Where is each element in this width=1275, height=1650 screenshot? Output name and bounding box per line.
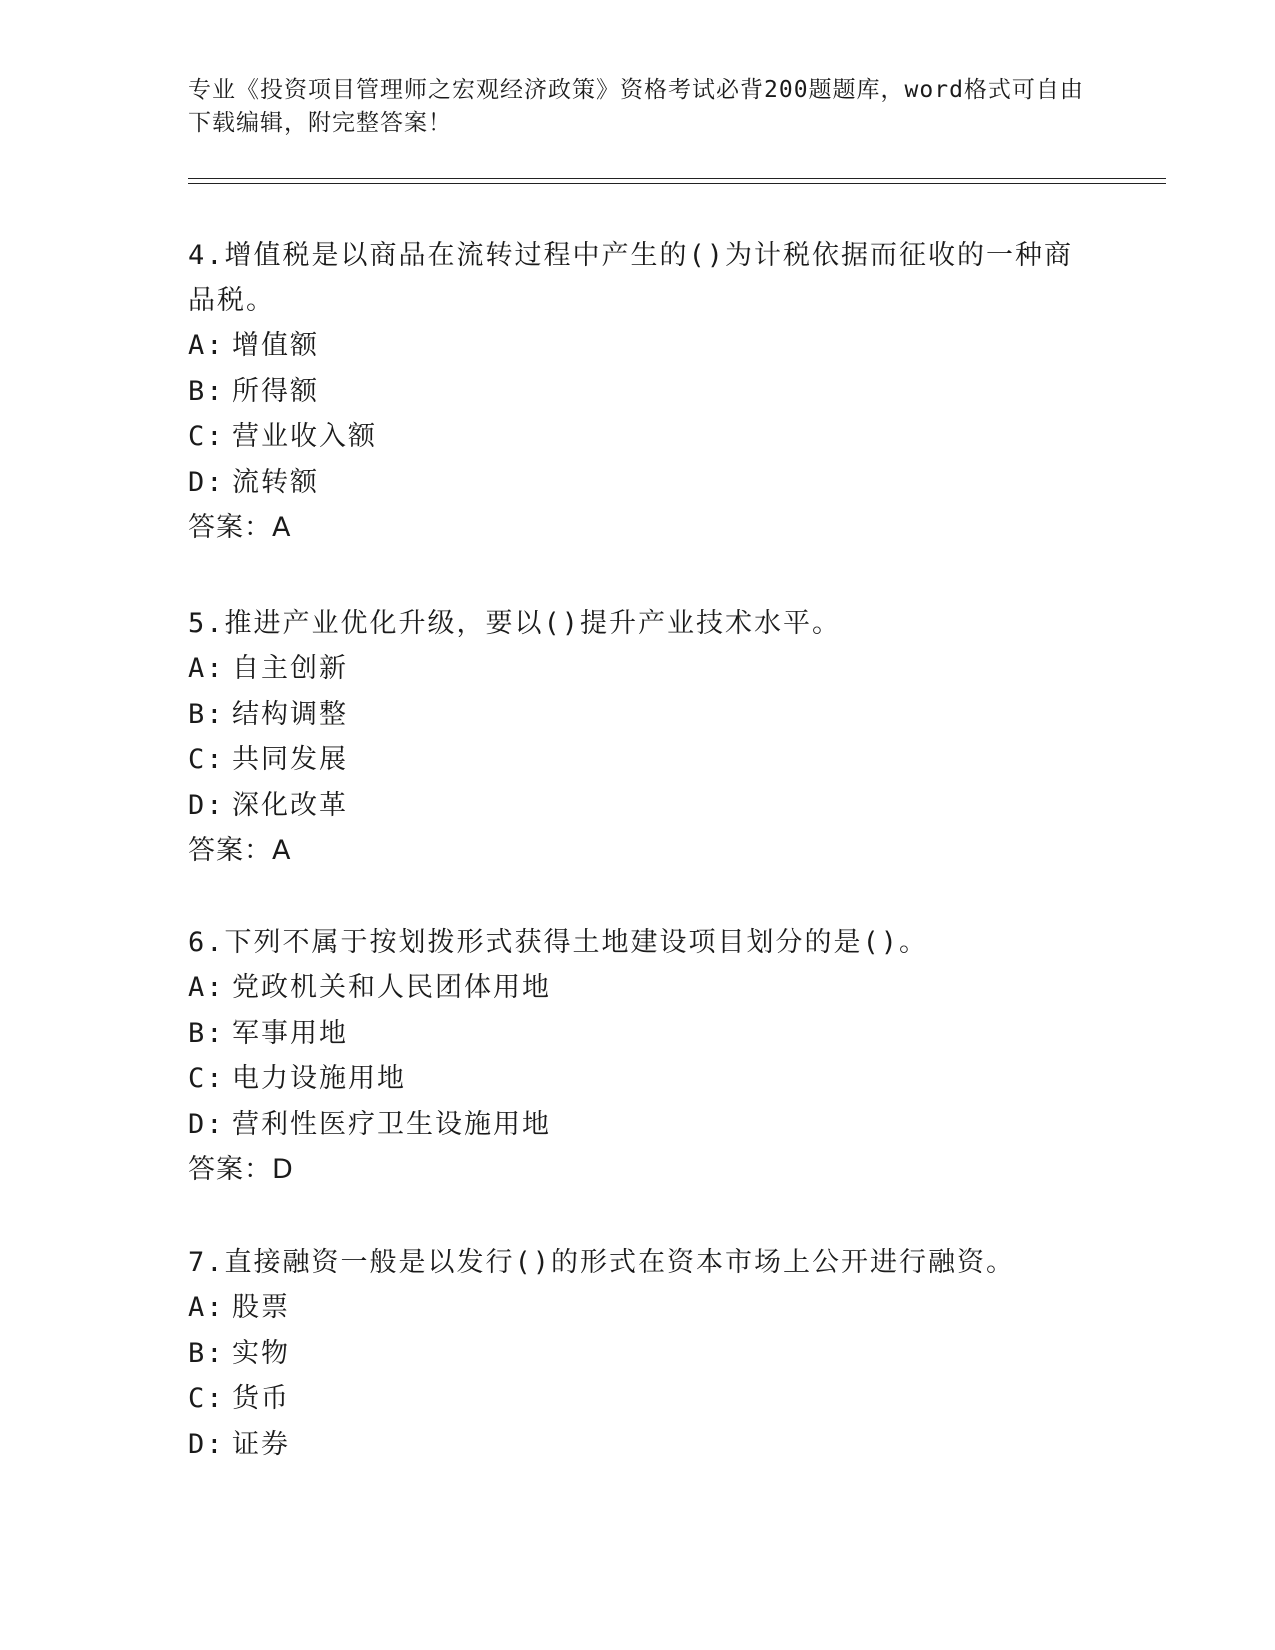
option-letter: B: xyxy=(188,1017,225,1049)
option-letter: D: xyxy=(188,1428,225,1460)
answer-line: 答案：A xyxy=(188,835,292,866)
option-letter: A: xyxy=(188,1292,225,1323)
option-letter: D: xyxy=(188,789,225,821)
document-header: 专业《投资项目管理师之宏观经济政策》资格考试必背200题题库，word格式可自由下载编辑，附完整答案！ xyxy=(188,77,1084,136)
option-letter: C: xyxy=(188,1063,225,1094)
option-d xyxy=(188,783,1088,829)
option-text: 增值额 xyxy=(232,330,319,361)
option-text: 军事用地 xyxy=(232,1017,348,1049)
question-5 xyxy=(188,601,1088,874)
option-text: 实物 xyxy=(232,1337,290,1369)
question-stem: 7.直接融资一般是以发行()的形式在资本市场上公开进行融资。 xyxy=(188,1247,1016,1278)
option-b xyxy=(188,369,1088,415)
option-a xyxy=(188,646,1088,692)
option-text: 股票 xyxy=(232,1292,290,1323)
option-text: 证券 xyxy=(232,1428,290,1460)
question-stem: 4.增值税是以商品在流转过程中产生的()为计税依据而征收的一种商品税。 xyxy=(188,240,1074,316)
header-rule-top xyxy=(188,178,1166,179)
option-text: 流转额 xyxy=(232,466,319,498)
option-c xyxy=(188,1376,1088,1422)
option-a xyxy=(188,323,1088,369)
option-b xyxy=(188,1011,1088,1057)
option-text: 货币 xyxy=(232,1383,290,1414)
option-c xyxy=(188,737,1088,783)
option-letter: D: xyxy=(188,1108,225,1140)
answer-line: 答案：D xyxy=(188,1154,294,1185)
option-c xyxy=(188,414,1088,460)
option-letter: A: xyxy=(188,330,225,361)
question-stem: 6.下列不属于按划拨形式获得土地建设项目划分的是()。 xyxy=(188,927,929,958)
option-letter: B: xyxy=(188,375,225,407)
option-letter: A: xyxy=(188,972,225,1003)
option-letter: A: xyxy=(188,653,225,684)
option-text: 所得额 xyxy=(232,375,319,407)
option-text: 营利性医疗卫生设施用地 xyxy=(232,1108,551,1140)
option-b xyxy=(188,692,1088,738)
option-a xyxy=(188,965,1088,1011)
option-text: 电力设施用地 xyxy=(232,1063,406,1094)
option-letter: C: xyxy=(188,744,225,775)
option-c xyxy=(188,1056,1088,1102)
option-letter: D: xyxy=(188,466,225,498)
option-text: 共同发展 xyxy=(232,744,348,775)
option-b xyxy=(188,1331,1088,1377)
question-6 xyxy=(188,920,1088,1193)
question-stem: 5.推进产业优化升级，要以()提升产业技术水平。 xyxy=(188,608,842,639)
option-text: 自主创新 xyxy=(232,653,348,684)
option-letter: B: xyxy=(188,1337,225,1369)
option-a xyxy=(188,1285,1088,1331)
option-text: 深化改革 xyxy=(232,789,348,821)
option-letter: C: xyxy=(188,1383,225,1414)
answer-line: 答案：A xyxy=(188,512,292,543)
option-d xyxy=(188,1102,1088,1148)
option-d xyxy=(188,460,1088,506)
header-rule-bottom xyxy=(188,183,1166,184)
option-text: 党政机关和人民团体用地 xyxy=(232,972,551,1003)
option-text: 结构调整 xyxy=(232,698,348,730)
option-d xyxy=(188,1422,1088,1468)
option-letter: B: xyxy=(188,698,225,730)
option-text: 营业收入额 xyxy=(232,421,377,452)
question-4 xyxy=(188,233,1088,551)
option-letter: C: xyxy=(188,421,225,452)
question-7 xyxy=(188,1240,1088,1467)
